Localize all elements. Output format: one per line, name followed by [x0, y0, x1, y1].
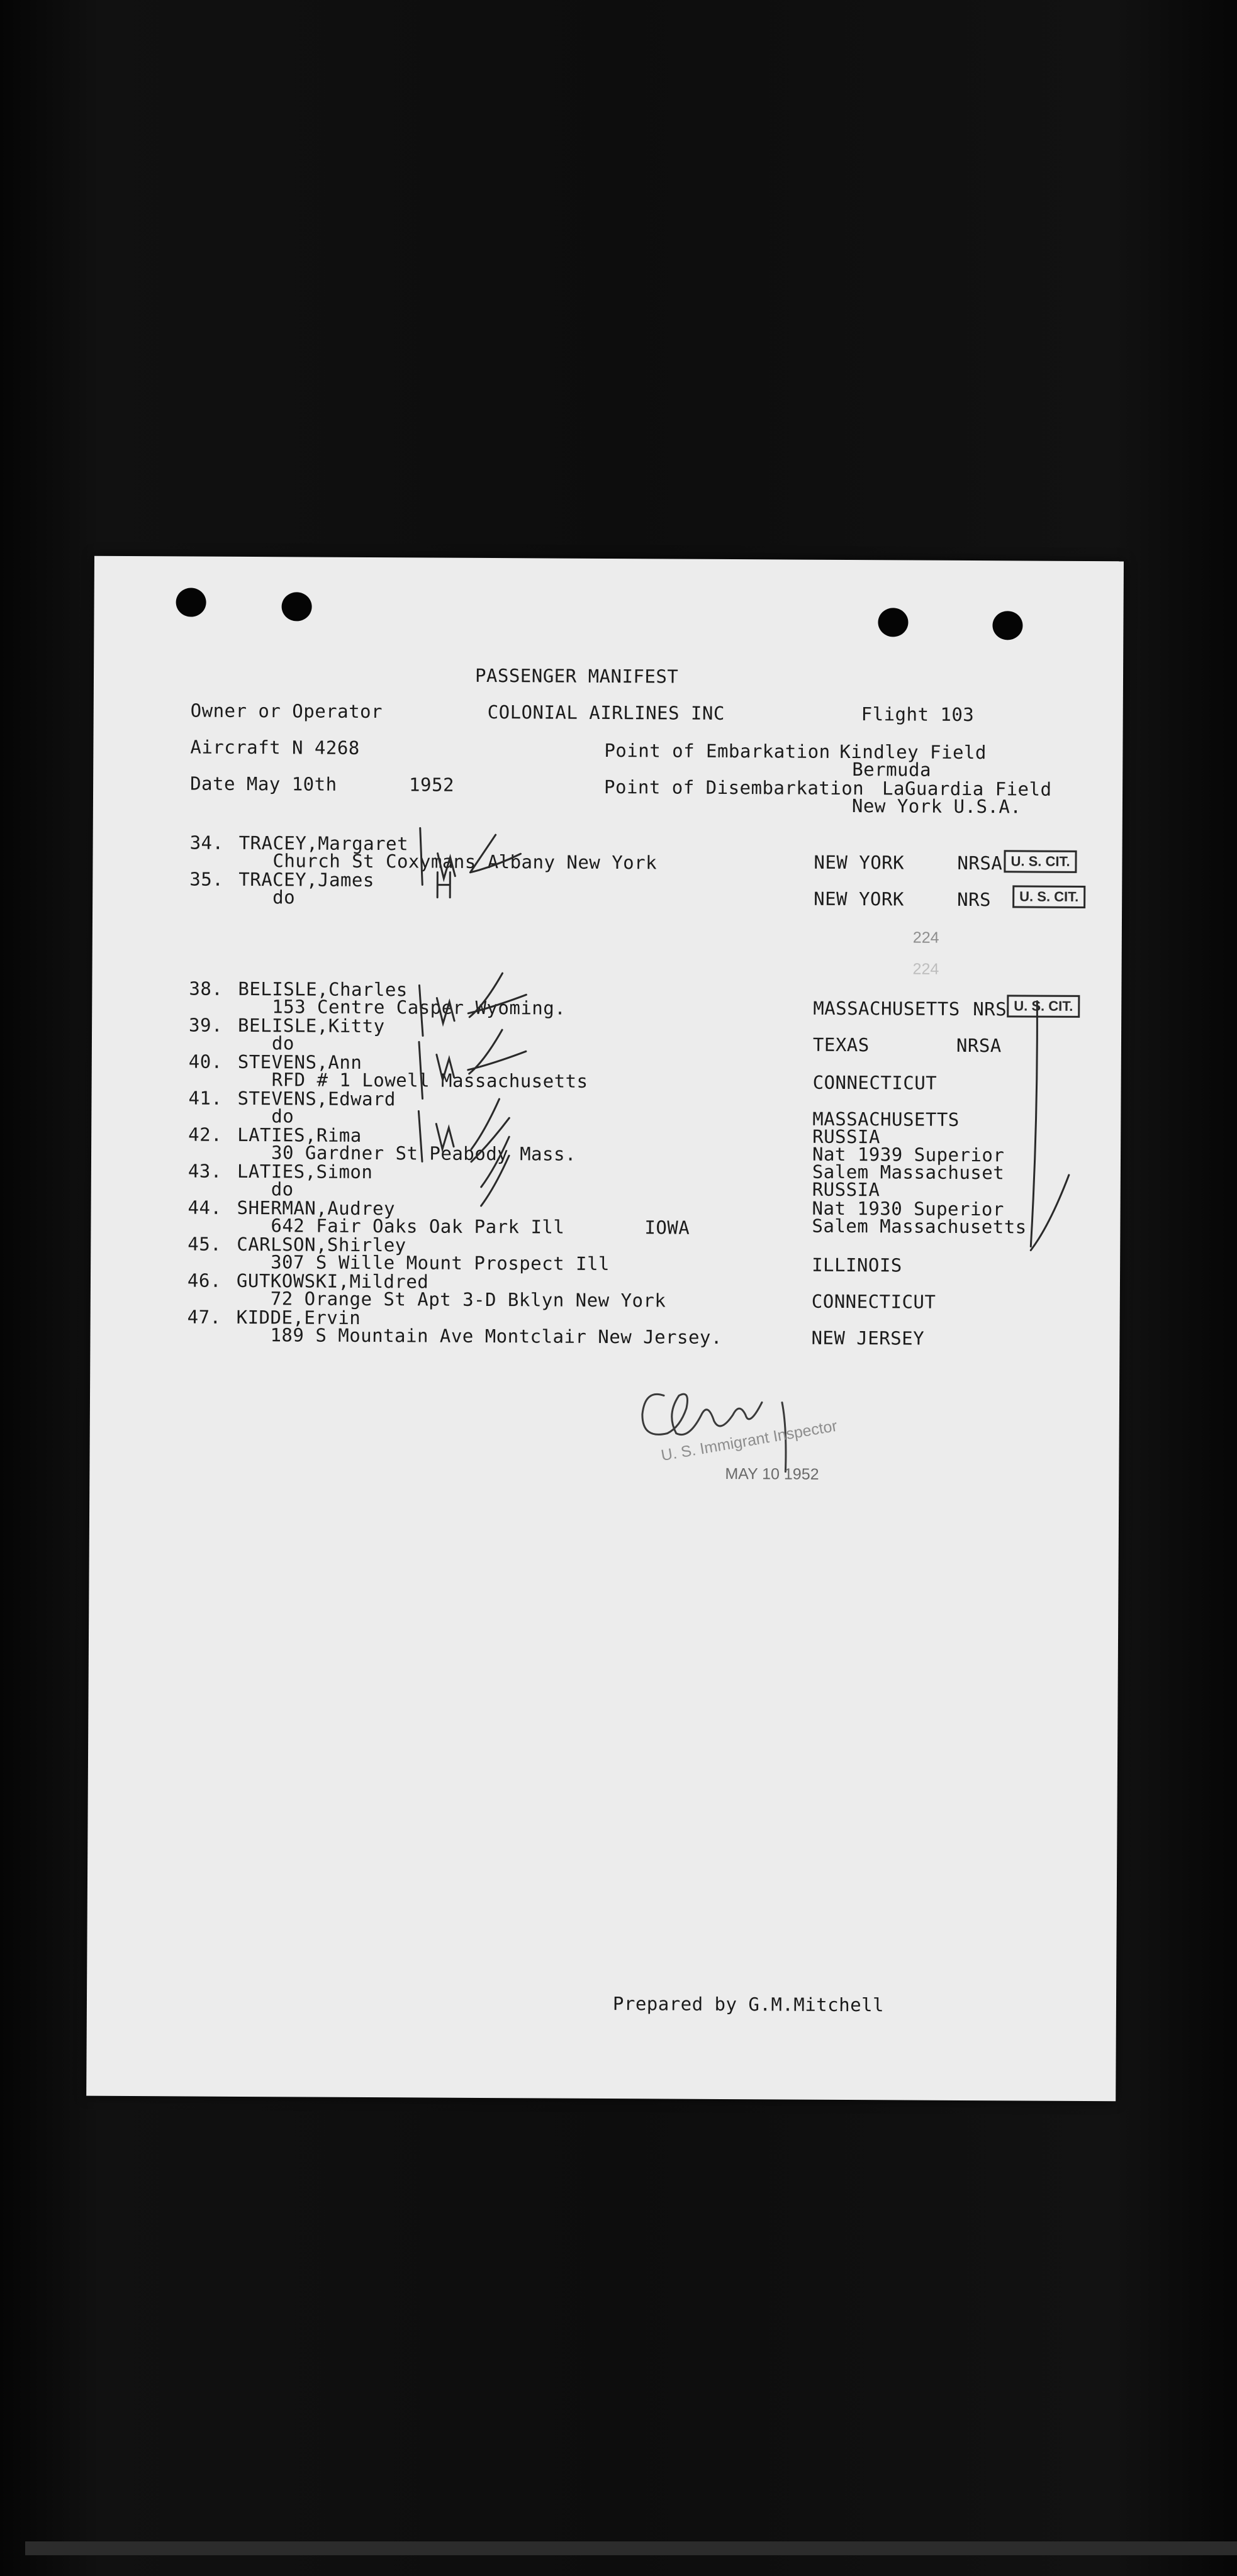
us-citizen-stamp: U. S. CIT.	[1007, 995, 1080, 1018]
passenger-address: 72 Orange St Apt 3-D Bklyn New York	[270, 1288, 666, 1312]
us-citizen-stamp: U. S. CIT.	[1012, 885, 1085, 908]
passenger-status: NRSA	[957, 852, 1003, 874]
passenger-number: 38.	[189, 978, 223, 1000]
passenger-name: BELISLE,Kitty	[238, 1014, 385, 1037]
passenger-address: do	[272, 886, 296, 908]
passenger-address: 30 Gardner St Peabody Mass.	[271, 1142, 577, 1165]
owner-label: Owner or Operator	[190, 700, 383, 723]
passenger-state-2: Nat 1939 Superior	[812, 1143, 1005, 1166]
embarkation-label: Point of Embarkation	[604, 739, 831, 762]
passenger-number: 39.	[189, 1014, 223, 1036]
passenger-state: MASSACHUSETTS	[812, 1108, 960, 1130]
passenger-number: 45.	[188, 1233, 222, 1255]
us-citizen-stamp: U. S. CIT.	[1004, 850, 1077, 873]
passenger-number: 35.	[189, 868, 224, 890]
inspector-stamp-title: U. S. Immigrant Inspector	[659, 1417, 839, 1465]
passenger-name: KIDDE,Ervin	[236, 1306, 361, 1329]
disembarkation-value: LaGuardia Field	[882, 778, 1052, 800]
passenger-number: 44.	[188, 1196, 222, 1218]
inspector-signature	[86, 556, 1124, 2102]
passenger-address: 189 S Mountain Ave Montclair New Jersey.	[270, 1324, 723, 1348]
passenger-number: 41.	[188, 1087, 223, 1109]
passenger-number: 47.	[187, 1306, 221, 1328]
passenger-state-2: Salem Massachusetts	[812, 1215, 1027, 1238]
passenger-address: do	[271, 1032, 294, 1054]
owner-value: COLONIAL AIRLINES INC	[487, 701, 725, 724]
disembarkation-value-2: New York U.S.A.	[851, 795, 1022, 818]
passenger-state: NEW JERSEY	[811, 1327, 925, 1349]
manifest-title: PASSENGER MANIFEST	[474, 664, 679, 688]
passenger-name: LATIES,Rima	[237, 1124, 362, 1146]
passenger-name: STEVENS,Edward	[237, 1087, 396, 1110]
passenger-status: NRS	[957, 888, 992, 911]
inspector-stamp-date: MAY 10 1952	[725, 1464, 819, 1483]
passenger-name: GUTKOWSKI,Mildred	[236, 1269, 429, 1293]
passenger-name: TRACEY,James	[238, 868, 374, 891]
passenger-name: BELISLE,Charles	[238, 978, 408, 1001]
passenger-state: NEW YORK	[814, 888, 904, 910]
passenger-state: TEXAS	[812, 1034, 870, 1056]
passenger-name: LATIES,Simon	[237, 1160, 373, 1183]
passenger-address: RFD # 1 Lowell Massachusetts	[271, 1069, 588, 1092]
passenger-number: 42.	[188, 1124, 223, 1146]
passenger-state: Nat 1930 Superior	[812, 1197, 1004, 1220]
passenger-address: do	[271, 1178, 294, 1200]
flight-number: Flight 103	[861, 703, 975, 726]
film-edge-band	[25, 2541, 1237, 2555]
passenger-state: ILLINOIS	[812, 1254, 902, 1276]
disembarkation-label: Point of Disembarkation	[604, 776, 865, 800]
passenger-state: NEW YORK	[814, 851, 905, 874]
prepared-by: Prepared by G.M.Mitchell	[612, 1993, 885, 2016]
manifest-page	[86, 556, 1124, 2102]
passenger-status: NRS	[973, 998, 1007, 1020]
passenger-name: TRACEY,Margaret	[238, 832, 409, 855]
passenger-extra: IOWA	[644, 1217, 690, 1239]
passenger-number: 46.	[187, 1269, 221, 1291]
passenger-number: 43.	[188, 1160, 222, 1182]
passenger-name: CARLSON,Shirley	[237, 1233, 406, 1256]
passenger-number: 34.	[189, 832, 224, 854]
passenger-address: 153 Centre Casper Wyoming.	[272, 996, 566, 1019]
passenger-address: 307 S Wille Mount Prospect Ill	[271, 1251, 610, 1275]
passenger-status: NRSA	[956, 1034, 1002, 1057]
manifest-date: Date May 10th	[190, 772, 337, 795]
passenger-name: SHERMAN,Audrey	[237, 1196, 396, 1220]
passenger-state: MASSACHUSETTS	[813, 997, 960, 1020]
faint-number: 224	[912, 928, 939, 947]
passenger-name: STEVENS,Ann	[237, 1051, 362, 1073]
manifest-year: 1952	[409, 774, 455, 796]
aircraft-number: Aircraft N 4268	[190, 736, 360, 759]
passenger-state-2: RUSSIA	[812, 1178, 880, 1201]
passenger-state: RUSSIA	[812, 1125, 881, 1148]
passenger-address: 642 Fair Oaks Oak Park Ill	[271, 1215, 565, 1238]
passenger-state: Salem Massachuset	[812, 1161, 1005, 1184]
passenger-state: CONNECTICUT	[812, 1071, 938, 1094]
passenger-address: do	[271, 1105, 294, 1127]
embarkation-value: Kindley Field	[839, 740, 987, 764]
faint-number: 224	[912, 960, 939, 978]
passenger-address: Church St Coxymans Albany New York	[272, 850, 658, 874]
passenger-number: 40.	[188, 1051, 223, 1073]
passenger-state: CONNECTICUT	[811, 1290, 936, 1313]
embarkation-value-2: Bermuda	[852, 759, 932, 781]
